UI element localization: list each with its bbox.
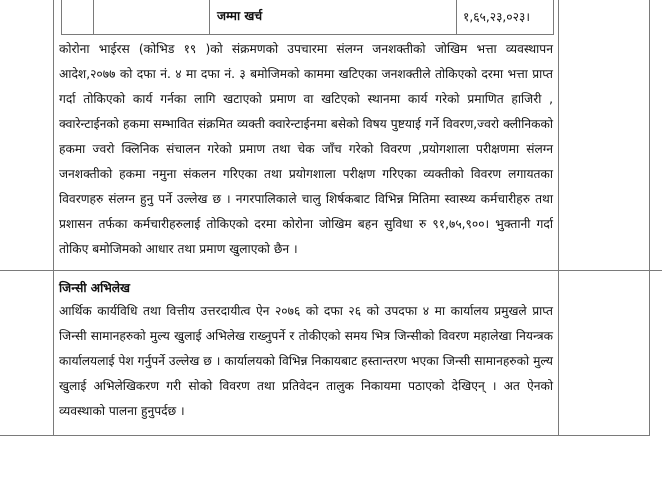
section-divider bbox=[0, 270, 662, 271]
inventory-record-heading: जिन्सी अभिलेख bbox=[59, 281, 131, 295]
total-expense-label: जम्मा खर्च bbox=[217, 9, 263, 23]
inner-table-left-border bbox=[61, 0, 62, 34]
total-expense-amount: १,६५,२३,०२३। bbox=[463, 10, 530, 24]
table-right-inner-border bbox=[558, 0, 559, 436]
table-left-border bbox=[53, 0, 54, 436]
risk-allowance-paragraph: कोरोना भाईरस (कोभिड १९ )को संक्रमणको उपचारमा संलग्न जनशक्तीको जोखिम भत्ता व्यवस्थापन आदेश,२०७७ को दफा नं. ४ मा दफा नं. ३ बमोजिमको काममा खटिएका जनशक्तीले तोकिएको दरमा भत्ता प्राप्त गर्दा तोकिएको कार्य गर्नका लागि खटाएको प्रमाण वा खटिएको स्थानमा कार्य गरेको प्रमाणित हाजिरी , क्वारेन्टाईनको हकमा सम्भावित संक्रमित व्यक्ती क्वारेन्टाईनमा बसेको विषय पुष्टयाई गर्ने विवरण,ज्वरो क्लीनिकको हकमा ज्वरो क्लिनिक संचालन गरेको प्रमाण तथा चेक जाँच गरेको विवरण ,प्रयोगशाला परीक्षणमा संलग्न जनशक्तीको हकमा नमुना संकलन गरिएका तथा प्रयोगशाला परीक्षण गरिएका व्यक्तीको विवरण लगायतका विवरणहरु संलग्न हुनु पर्ने उल्लेख छ । नगरपालिकाले चालु शिर्षकबाट विभिन्न मितिमा स्वास्थ्य कर्मचारीहरु तथा प्रशासन तर्फका कर्मचारीहरुलाई तोकिएको दरमा कोरोना जोखिम बहन सुविधा रु ९१,७५,९००। भुक्तानी गर्दा तोकिए बमोजिमको आधार तथा प्रमाण खुलाएको छैन । bbox=[59, 42, 553, 256]
inner-table-col-divider-1 bbox=[93, 0, 94, 34]
inner-table-col-divider-2 bbox=[209, 0, 210, 34]
table-right-border bbox=[649, 0, 650, 436]
inner-table-col-divider-3 bbox=[456, 0, 457, 34]
inner-table-right-border bbox=[553, 0, 554, 34]
table-bottom-border bbox=[0, 435, 650, 436]
inner-table-bottom-border bbox=[61, 34, 554, 35]
inventory-record-paragraph: आर्थिक कार्यविधि तथा वित्तीय उत्तरदायीत्व ऐन २०७६ को दफा २६ को उपदफा ४ मा कार्यालय प्रमुखले प्राप्त जिन्सी सामानहरुको मुल्य खुलाई अभिलेख राख्नुपर्ने र तोकीएको समय भित्र जिन्सीको विवरण महालेखा नियन्त्रक कार्यालयलाई पेश गर्नुपर्ने उल्लेख छ । कार्यालयको विभिन्न निकायबाट हस्तान्तरण भएका जिन्सी सामानहरुको मुल्य खुलाई अभिलेखिकरण गरी सोको विवरण तथा प्रतिवेदन तालुक निकायमा पठाएको देखिएन् । अत ऐनको व्यवस्थाको पालना हुनुपर्दछ । bbox=[59, 304, 553, 418]
